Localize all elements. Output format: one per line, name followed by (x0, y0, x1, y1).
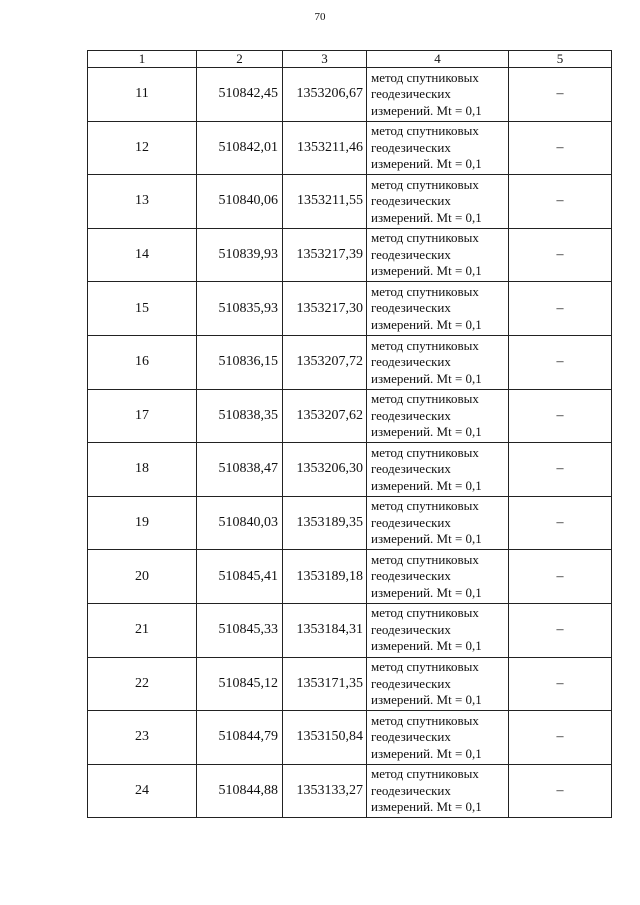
method-line: геодезических (371, 86, 451, 102)
point-number-cell: 16 (88, 335, 197, 389)
table-row (88, 68, 612, 122)
method-line: измерений. Mt = 0,1 (371, 638, 482, 654)
x-coordinate-cell: 510840,03 (197, 496, 283, 550)
table-row (88, 121, 612, 175)
table-row (88, 443, 612, 497)
y-coordinate-cell: 1353211,46 (283, 121, 367, 175)
method-line: метод спутниковых (371, 176, 479, 192)
coordinates-table (87, 50, 612, 818)
point-number-cell: 21 (88, 603, 197, 657)
method-line: геодезических (371, 675, 451, 691)
table-row (88, 282, 612, 336)
note-cell: – (509, 121, 612, 175)
method-line: метод спутниковых (371, 444, 479, 460)
header-col-3: 3 (283, 51, 367, 68)
y-coordinate-cell: 1353207,72 (283, 335, 367, 389)
method-line: метод спутниковых (371, 337, 479, 353)
method-line: измерений. Mt = 0,1 (371, 799, 482, 815)
method-cell (367, 764, 509, 818)
note-cell: – (509, 550, 612, 604)
method-line: геодезических (371, 139, 451, 155)
method-line: геодезических (371, 568, 451, 584)
point-number-cell: 20 (88, 550, 197, 604)
note-cell: – (509, 282, 612, 336)
header-col-2: 2 (197, 51, 283, 68)
method-line: геодезических (371, 407, 451, 423)
point-number-cell: 18 (88, 443, 197, 497)
method-line: измерений. Mt = 0,1 (371, 584, 482, 600)
x-coordinate-cell: 510835,93 (197, 282, 283, 336)
y-coordinate-cell: 1353206,67 (283, 68, 367, 122)
method-line: метод спутниковых (371, 551, 479, 567)
table-body (88, 68, 612, 818)
y-coordinate-cell: 1353211,55 (283, 175, 367, 229)
note-cell: – (509, 711, 612, 765)
y-coordinate-cell: 1353217,30 (283, 282, 367, 336)
method-line: геодезических (371, 514, 451, 530)
y-coordinate-cell: 1353189,35 (283, 496, 367, 550)
method-line: метод спутниковых (371, 498, 479, 514)
header-row (88, 51, 612, 68)
y-coordinate-cell: 1353171,35 (283, 657, 367, 711)
method-cell (367, 657, 509, 711)
note-cell: – (509, 68, 612, 122)
note-cell: – (509, 175, 612, 229)
method-cell (367, 496, 509, 550)
method-line: метод спутниковых (371, 766, 479, 782)
method-line: метод спутниковых (371, 712, 479, 728)
method-line: измерений. Mt = 0,1 (371, 531, 482, 547)
table-row (88, 764, 612, 818)
y-coordinate-cell: 1353189,18 (283, 550, 367, 604)
note-cell: – (509, 657, 612, 711)
x-coordinate-cell: 510842,01 (197, 121, 283, 175)
note-cell: – (509, 389, 612, 443)
method-line: измерений. Mt = 0,1 (371, 424, 482, 440)
header-col-4: 4 (367, 51, 509, 68)
method-cell (367, 121, 509, 175)
method-line: геодезических (371, 461, 451, 477)
table-row (88, 657, 612, 711)
method-line: измерений. Mt = 0,1 (371, 102, 482, 118)
method-line: метод спутниковых (371, 605, 479, 621)
method-cell (367, 443, 509, 497)
x-coordinate-cell: 510845,33 (197, 603, 283, 657)
note-cell: – (509, 496, 612, 550)
point-number-cell: 22 (88, 657, 197, 711)
method-line: измерений. Mt = 0,1 (371, 692, 482, 708)
x-coordinate-cell: 510842,45 (197, 68, 283, 122)
table-header (88, 51, 612, 68)
method-line: метод спутниковых (371, 230, 479, 246)
point-number-cell: 23 (88, 711, 197, 765)
table-row (88, 228, 612, 282)
method-cell (367, 711, 509, 765)
table-row (88, 550, 612, 604)
point-number-cell: 24 (88, 764, 197, 818)
x-coordinate-cell: 510839,93 (197, 228, 283, 282)
point-number-cell: 19 (88, 496, 197, 550)
method-cell (367, 282, 509, 336)
x-coordinate-cell: 510845,12 (197, 657, 283, 711)
x-coordinate-cell: 510844,88 (197, 764, 283, 818)
method-cell (367, 228, 509, 282)
y-coordinate-cell: 1353150,84 (283, 711, 367, 765)
method-line: геодезических (371, 782, 451, 798)
method-line: геодезических (371, 193, 451, 209)
point-number-cell: 12 (88, 121, 197, 175)
method-cell (367, 68, 509, 122)
y-coordinate-cell: 1353133,27 (283, 764, 367, 818)
y-coordinate-cell: 1353207,62 (283, 389, 367, 443)
x-coordinate-cell: 510836,15 (197, 335, 283, 389)
method-line: геодезических (371, 300, 451, 316)
method-line: метод спутниковых (371, 659, 479, 675)
table-row (88, 711, 612, 765)
y-coordinate-cell: 1353206,30 (283, 443, 367, 497)
x-coordinate-cell: 510845,41 (197, 550, 283, 604)
method-line: измерений. Mt = 0,1 (371, 745, 482, 761)
x-coordinate-cell: 510840,06 (197, 175, 283, 229)
point-number-cell: 13 (88, 175, 197, 229)
method-line: измерений. Mt = 0,1 (371, 209, 482, 225)
method-line: измерений. Mt = 0,1 (371, 370, 482, 386)
x-coordinate-cell: 510838,47 (197, 443, 283, 497)
method-line: измерений. Mt = 0,1 (371, 156, 482, 172)
method-line: метод спутниковых (371, 69, 479, 85)
note-cell: – (509, 335, 612, 389)
method-line: геодезических (371, 729, 451, 745)
method-cell (367, 389, 509, 443)
y-coordinate-cell: 1353217,39 (283, 228, 367, 282)
table-row (88, 335, 612, 389)
table-row (88, 175, 612, 229)
method-line: геодезических (371, 354, 451, 370)
method-cell (367, 175, 509, 229)
table-row (88, 496, 612, 550)
method-cell (367, 603, 509, 657)
method-line: геодезических (371, 246, 451, 262)
method-cell (367, 335, 509, 389)
point-number-cell: 11 (88, 68, 197, 122)
method-line: измерений. Mt = 0,1 (371, 477, 482, 493)
method-line: метод спутниковых (371, 283, 479, 299)
method-line: геодезических (371, 621, 451, 637)
note-cell: – (509, 764, 612, 818)
method-line: измерений. Mt = 0,1 (371, 316, 482, 332)
method-line: метод спутниковых (371, 391, 479, 407)
point-number-cell: 15 (88, 282, 197, 336)
x-coordinate-cell: 510838,35 (197, 389, 283, 443)
point-number-cell: 14 (88, 228, 197, 282)
table-row (88, 389, 612, 443)
method-cell (367, 550, 509, 604)
method-line: метод спутниковых (371, 123, 479, 139)
page-number: 70 (314, 11, 326, 23)
note-cell: – (509, 603, 612, 657)
header-col-1: 1 (88, 51, 197, 68)
note-cell: – (509, 228, 612, 282)
header-col-5: 5 (509, 51, 612, 68)
point-number-cell: 17 (88, 389, 197, 443)
table-row (88, 603, 612, 657)
method-line: измерений. Mt = 0,1 (371, 263, 482, 279)
x-coordinate-cell: 510844,79 (197, 711, 283, 765)
note-cell: – (509, 443, 612, 497)
y-coordinate-cell: 1353184,31 (283, 603, 367, 657)
